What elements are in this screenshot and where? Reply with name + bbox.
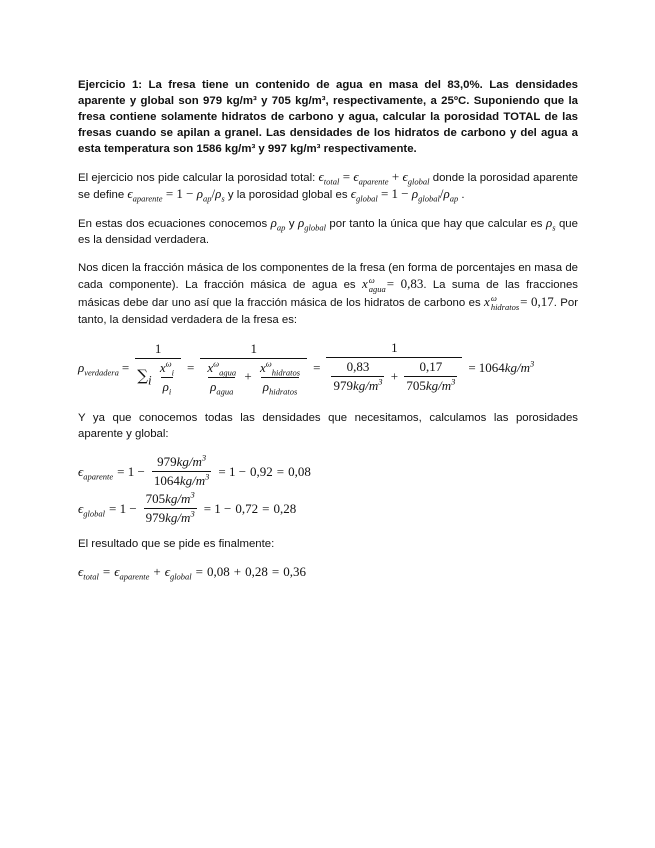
text-segment: El ejercicio nos pide calcular la porosidad total: <box>78 172 319 184</box>
text-segment: por tanto la única que hay que calcular es <box>325 218 546 230</box>
formula-global: $\epsilon_{global} = 1 - \rho_{global}/\rho_{ap}$ <box>350 186 459 204</box>
equation-porosities <box>78 454 578 526</box>
text-segment: . Por tanto, la densidad verdadera de la fresa es: <box>78 297 578 327</box>
text-segment: y la porosidad global es <box>227 189 351 201</box>
true-density-result: 1064 <box>478 360 505 376</box>
text-segment: donde la porosidad aparente se define <box>78 172 578 201</box>
exercise-statement: Ejercicio 1: La fresa tiene un contenido de agua en masa del 83,0%. Las densidades aparente y global son 979 kg/m³ y 705 kg/m³, respectivamente, a 25ºC. Suponiendo que la fresa contiene solamente hidratos de carbono y agua, calcular la porosidad TOTAL de las fresas cuando se apilan a granel. Las densidades de los hidratos de carbono y del agua a esta temperatura son 1586 kg/m³ y 997 kg/m³ respectivamente. <box>78 79 578 155</box>
paragraph-fractions <box>78 260 578 328</box>
document-page <box>78 77 578 582</box>
x-agua: x ω agua = 0,83 <box>361 275 424 295</box>
rho-ap: $\rho_{ap}$ <box>270 215 286 233</box>
paragraph-definitions <box>78 169 578 203</box>
equation-global: $\epsilon_{global}$ = 1 − $\frac{705kg/m^3}{979kg/m^3}$ = 1 − 0,72 = 0,28 <box>78 489 297 526</box>
rho-global: $\rho_{global}$ <box>297 215 326 233</box>
x-hidratos: x ω hidratos = 0,17 <box>484 293 554 313</box>
equation-aparente: $\epsilon_{aparente}$ = 1 − $\frac{979kg/m^3}{1064kg/m^3}$ = 1 − 0,92 = 0,08 <box>78 452 311 489</box>
formula-aparente: $\epsilon_{aparente} = 1 - \rho_{ap}/\rho_s$ <box>127 186 225 204</box>
text-segment: y <box>285 218 298 230</box>
text-segment: Nos dicen la fracción másica de los componentes de la fresa (en forma de porcentajes en masa de cada componente). La fracción másica de agua es <box>78 262 578 291</box>
text-segment: . <box>458 189 465 201</box>
paragraph-known <box>78 215 578 248</box>
equation-true-density: $\rho_{verdadera}$ = 1 ∑i $\frac{x^\omega_i}{\rho_i}$ = 1 $\frac{x^\omega_{agua}}{\rho_{agua}}$ + $\frac{x^\omega_{hidratos}}{\rho_{hidratos}}$ = 1 $\frac{0,83}{979kg/m^3}$ + $\frac{0,17}{705kg/m^3}$ = 1064 $kg/m^3$ <box>78 340 535 397</box>
paragraph-porosities: Y ya que conocemos todas las densidades que necesitamos, calculamos las porosidades aparente y global: <box>78 412 578 441</box>
text-segment: que es la densidad verdadera. <box>78 218 578 246</box>
text-segment: En estas dos ecuaciones conocemos <box>78 218 271 230</box>
text-segment: . La suma de las fracciones másicas debe dar uno así que la fracción másica de los hidratos de carbono es <box>78 279 578 310</box>
formula-total: $\epsilon_{total} = \epsilon_{aparente} + \epsilon_{global}$ <box>318 169 430 187</box>
paragraph-final: El resultado que se pide es finalmente: <box>78 538 275 551</box>
equation-total: $\epsilon_{total}$ = $\epsilon_{aparente}$ + $\epsilon_{global}$ = 0,08 + 0,28 = 0,36 <box>78 564 306 582</box>
rho-s: $\rho_s$ <box>545 215 556 233</box>
